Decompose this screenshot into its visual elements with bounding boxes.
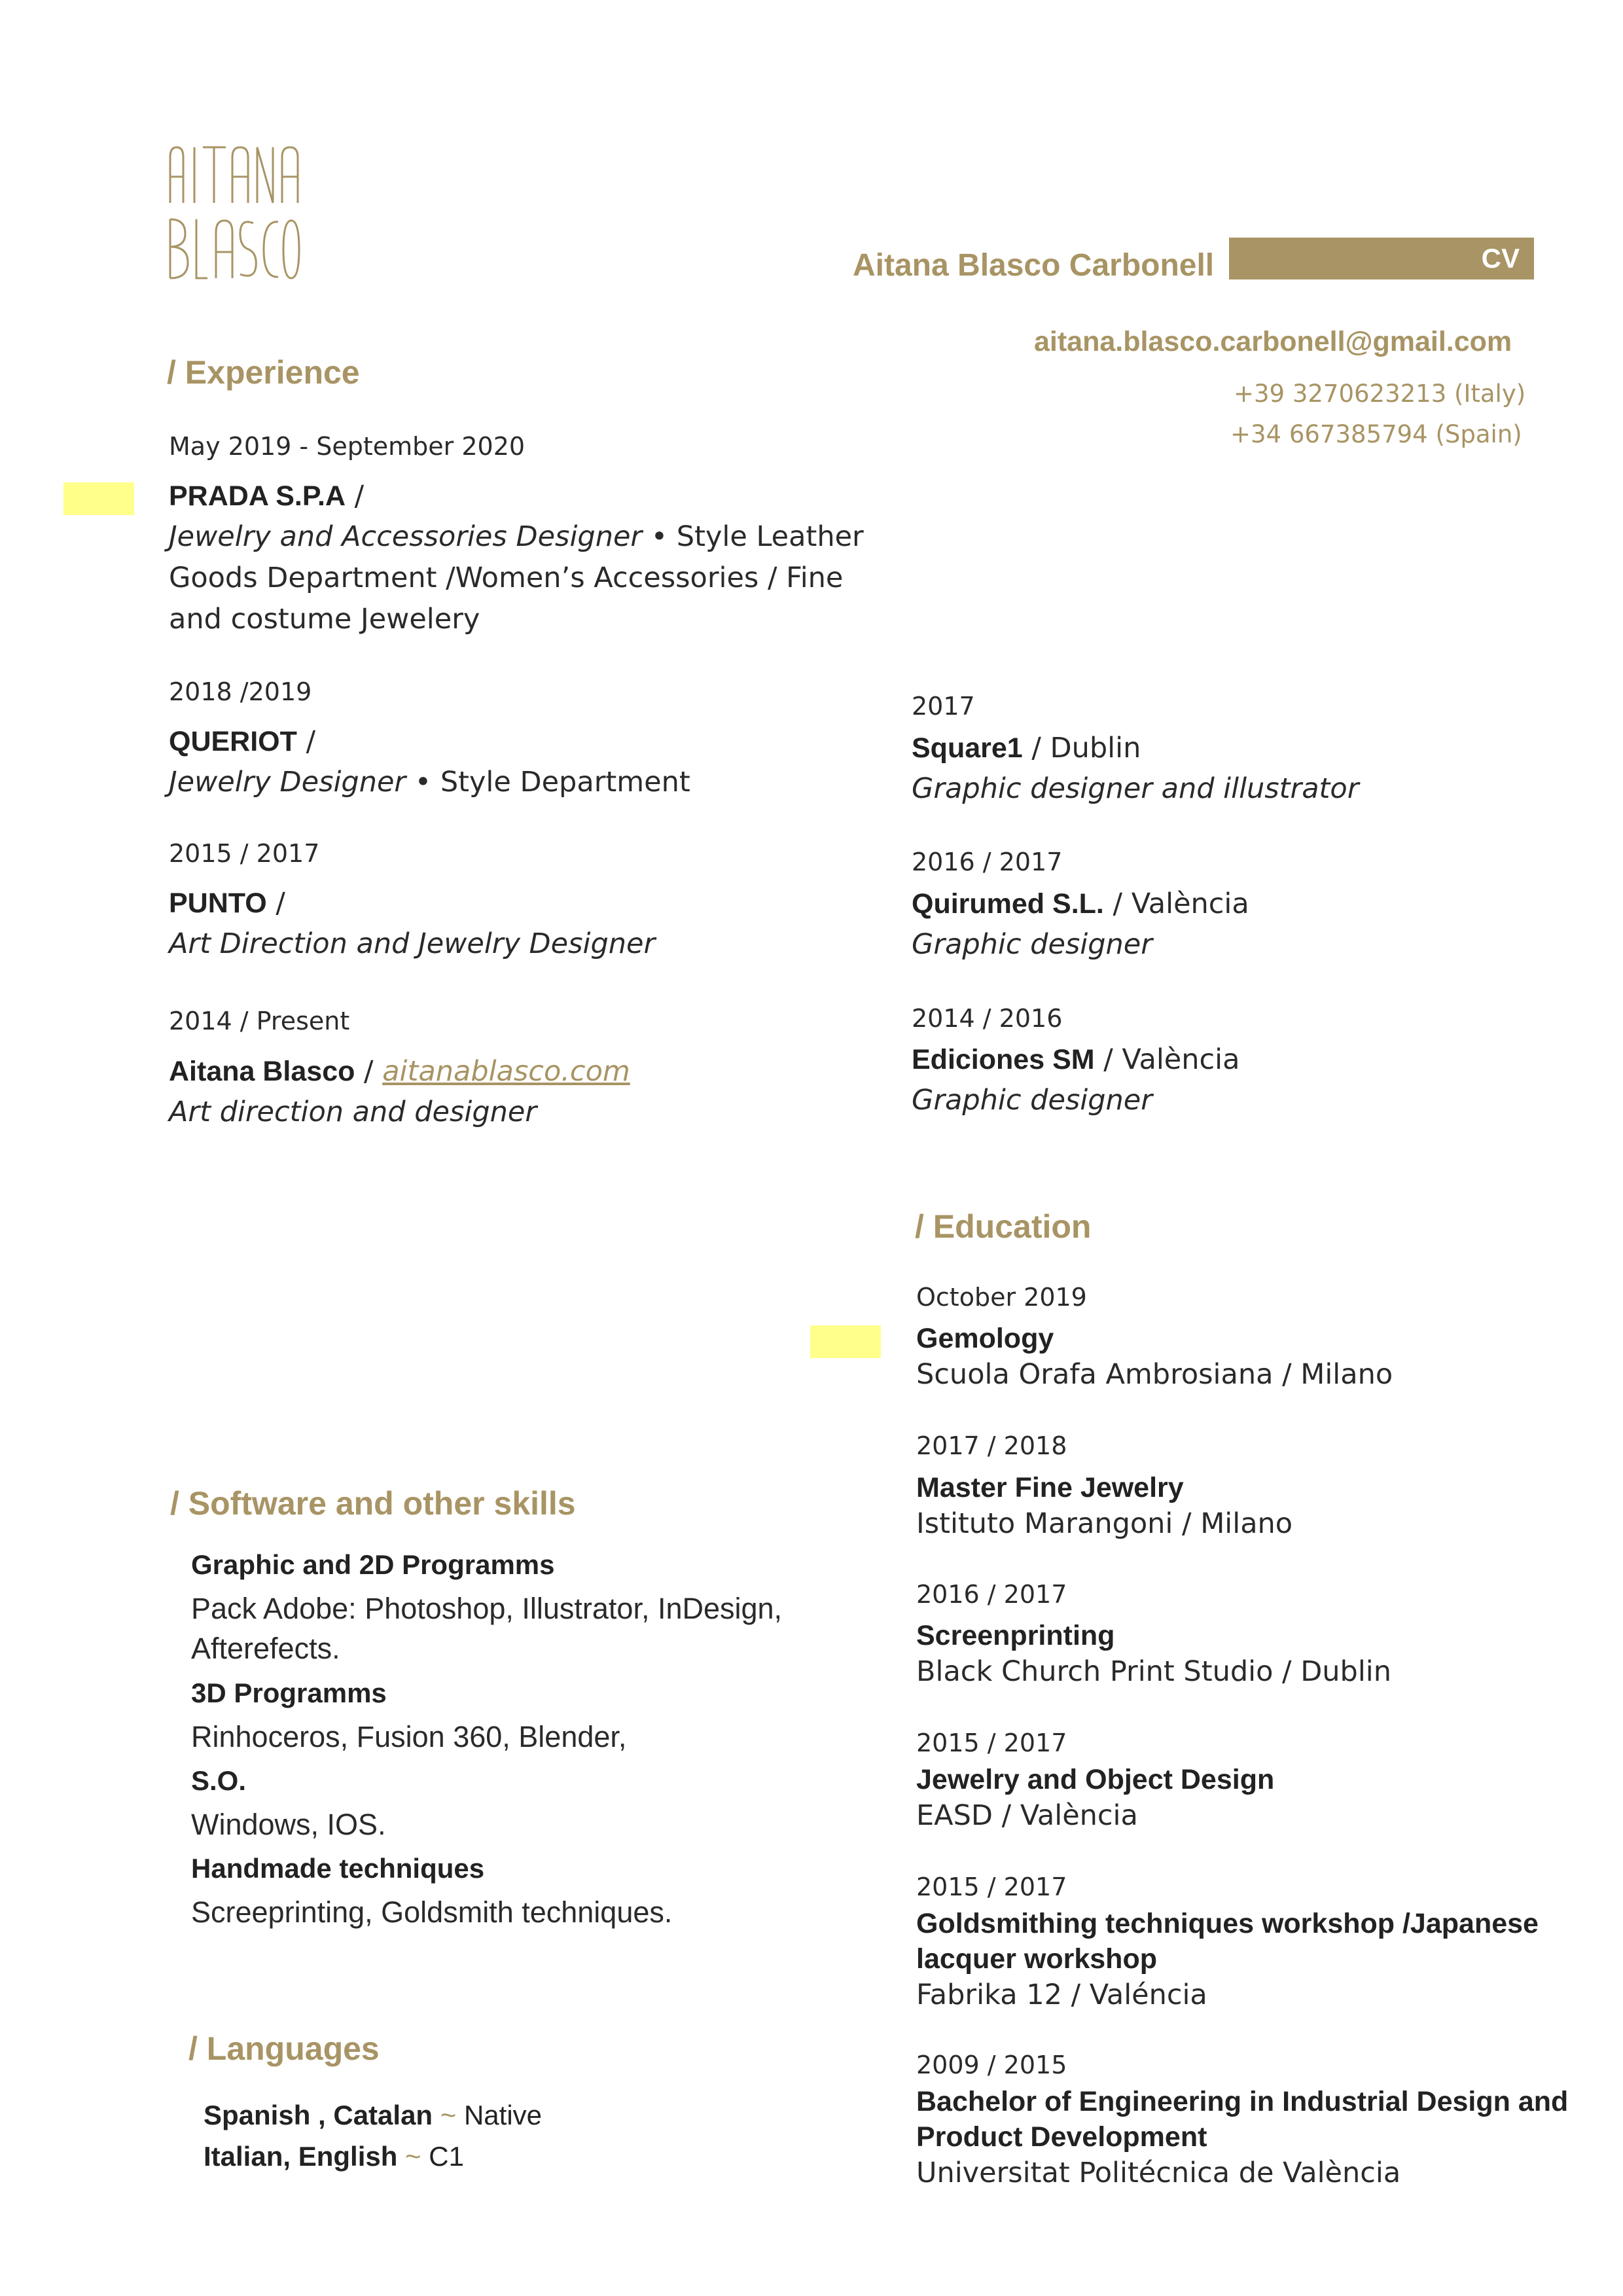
exp-date: May 2019 - September 2020	[169, 432, 526, 461]
exp-role: Art direction and designer	[169, 1096, 537, 1128]
exp-desc: and costume Jewelery	[169, 603, 480, 636]
logo	[167, 141, 304, 285]
edu-date: 2016 / 2017	[916, 1580, 1067, 1609]
tilde-separator: ~	[397, 2141, 429, 2172]
highlight-mark	[810, 1325, 881, 1358]
language-line	[204, 2100, 542, 2131]
exp-role: Jewelry and Accessories Designer	[169, 520, 643, 553]
skill-line: Rinhoceros, Fusion 360, Blender,	[191, 1720, 627, 1753]
edu-school: Black Church Print Studio / Dublin	[916, 1655, 1392, 1688]
exp-company: Quirumed S.L.	[912, 888, 1104, 920]
exp-title-line	[169, 1055, 630, 1088]
highlight-mark	[63, 482, 134, 515]
exp-company: Square1	[912, 732, 1023, 764]
website-link[interactable]: aitanablasco.com	[382, 1055, 630, 1088]
exp-role: Graphic designer	[912, 1084, 1152, 1117]
skills-heading: / Software and other skills	[170, 1485, 576, 1522]
edu-date: 2009 / 2015	[916, 2051, 1067, 2079]
languages-heading: / Languages	[188, 2030, 380, 2067]
exp-date: 2014 / 2016	[912, 1004, 1063, 1033]
exp-title-line	[912, 732, 1141, 764]
exp-location: / Dublin	[1022, 732, 1141, 764]
exp-sep: /	[296, 725, 316, 758]
language-names: Spanish , Catalan	[204, 2100, 433, 2130]
edu-title: Product Development	[916, 2121, 1207, 2153]
full-name: Aitana Blasco Carbonell	[853, 248, 1215, 283]
phone-spain: +34 667385794 (Spain)	[1230, 420, 1522, 448]
email-link[interactable]: aitana.blasco.carbonell@gmail.com	[1034, 326, 1512, 357]
cv-label: CV	[1481, 243, 1520, 274]
exp-sep: /	[355, 1055, 383, 1088]
exp-sep: /	[266, 887, 285, 920]
exp-title-line	[169, 887, 285, 920]
exp-role: Graphic designer and illustrator	[912, 772, 1359, 805]
bullet: •	[642, 520, 677, 553]
language-level: C1	[429, 2141, 464, 2172]
exp-date: 2018 /2019	[169, 677, 312, 706]
exp-date: 2014 / Present	[169, 1007, 350, 1035]
edu-title: Screenprinting	[916, 1620, 1115, 1651]
exp-desc: Goods Department /Women’s Accessories / Fine	[169, 562, 844, 594]
bullet: •	[406, 766, 440, 798]
exp-title-line	[169, 480, 364, 512]
exp-sep: /	[346, 480, 365, 512]
exp-company: QUERIOT	[169, 726, 297, 757]
skill-group-title: 3D Programms	[191, 1677, 387, 1708]
exp-title-line	[169, 725, 315, 758]
edu-date: 2015 / 2017	[916, 1873, 1067, 1901]
edu-title: Master Fine Jewelry	[916, 1472, 1184, 1503]
phone-italy: +39 3270623213 (Italy)	[1234, 380, 1526, 408]
logo-monogram	[167, 141, 304, 285]
edu-title: Gemology	[916, 1323, 1054, 1354]
edu-title: Goldsmithing techniques workshop /Japanese	[916, 1908, 1539, 1939]
edu-school: Istituto Marangoni / Milano	[916, 1507, 1293, 1540]
language-line	[204, 2141, 464, 2172]
exp-desc: Style Leather	[676, 520, 864, 553]
skill-line: Screeprinting, Goldsmith techniques.	[191, 1895, 673, 1929]
exp-role-line	[169, 766, 690, 798]
exp-role: Jewelry Designer	[169, 766, 406, 798]
exp-location: / València	[1094, 1043, 1240, 1076]
exp-date: 2017	[912, 692, 975, 721]
skill-group-title: Graphic and 2D Programms	[191, 1549, 555, 1580]
exp-role-line	[169, 520, 864, 553]
exp-company: PUNTO	[169, 888, 267, 919]
cv-banner	[1229, 238, 1534, 279]
exp-role: Graphic designer	[912, 928, 1152, 961]
skill-line: Afterefects.	[191, 1632, 340, 1665]
skill-group-title: S.O.	[191, 1765, 247, 1796]
exp-detail: Style Department	[440, 766, 690, 798]
language-level: Native	[463, 2100, 543, 2130]
edu-title: lacquer workshop	[916, 1943, 1157, 1975]
language-names: Italian, English	[204, 2141, 398, 2172]
edu-school: Universitat Politécnica de València	[916, 2157, 1401, 2189]
edu-title: Bachelor of Engineering in Industrial Design and	[916, 2086, 1569, 2117]
exp-company: Aitana Blasco	[169, 1056, 355, 1087]
exp-role: Art Direction and Jewelry Designer	[169, 927, 656, 960]
exp-date: 2015 / 2017	[169, 839, 320, 868]
skill-group-title: Handmade techniques	[191, 1853, 485, 1884]
edu-school: Scuola Orafa Ambrosiana / Milano	[916, 1358, 1393, 1391]
edu-title: Jewelry and Object Design	[916, 1764, 1275, 1795]
experience-heading: / Experience	[167, 354, 360, 391]
edu-school: Fabrika 12 / Valéncia	[916, 1979, 1207, 2011]
exp-title-line	[912, 1043, 1240, 1076]
skill-line: Pack Adobe: Photoshop, Illustrator, InDesign,	[191, 1592, 783, 1625]
edu-school: EASD / València	[916, 1799, 1138, 1832]
education-heading: / Education	[915, 1208, 1092, 1245]
exp-date: 2016 / 2017	[912, 848, 1063, 876]
exp-location: / València	[1103, 888, 1249, 920]
edu-date: October 2019	[916, 1283, 1087, 1312]
tilde-separator: ~	[433, 2100, 464, 2130]
exp-company: PRADA S.P.A	[169, 480, 346, 512]
skill-line: Windows, IOS.	[191, 1808, 386, 1841]
exp-title-line	[912, 888, 1249, 920]
edu-date: 2017 / 2018	[916, 1431, 1067, 1460]
exp-company: Ediciones SM	[912, 1044, 1095, 1075]
edu-date: 2015 / 2017	[916, 1729, 1067, 1757]
